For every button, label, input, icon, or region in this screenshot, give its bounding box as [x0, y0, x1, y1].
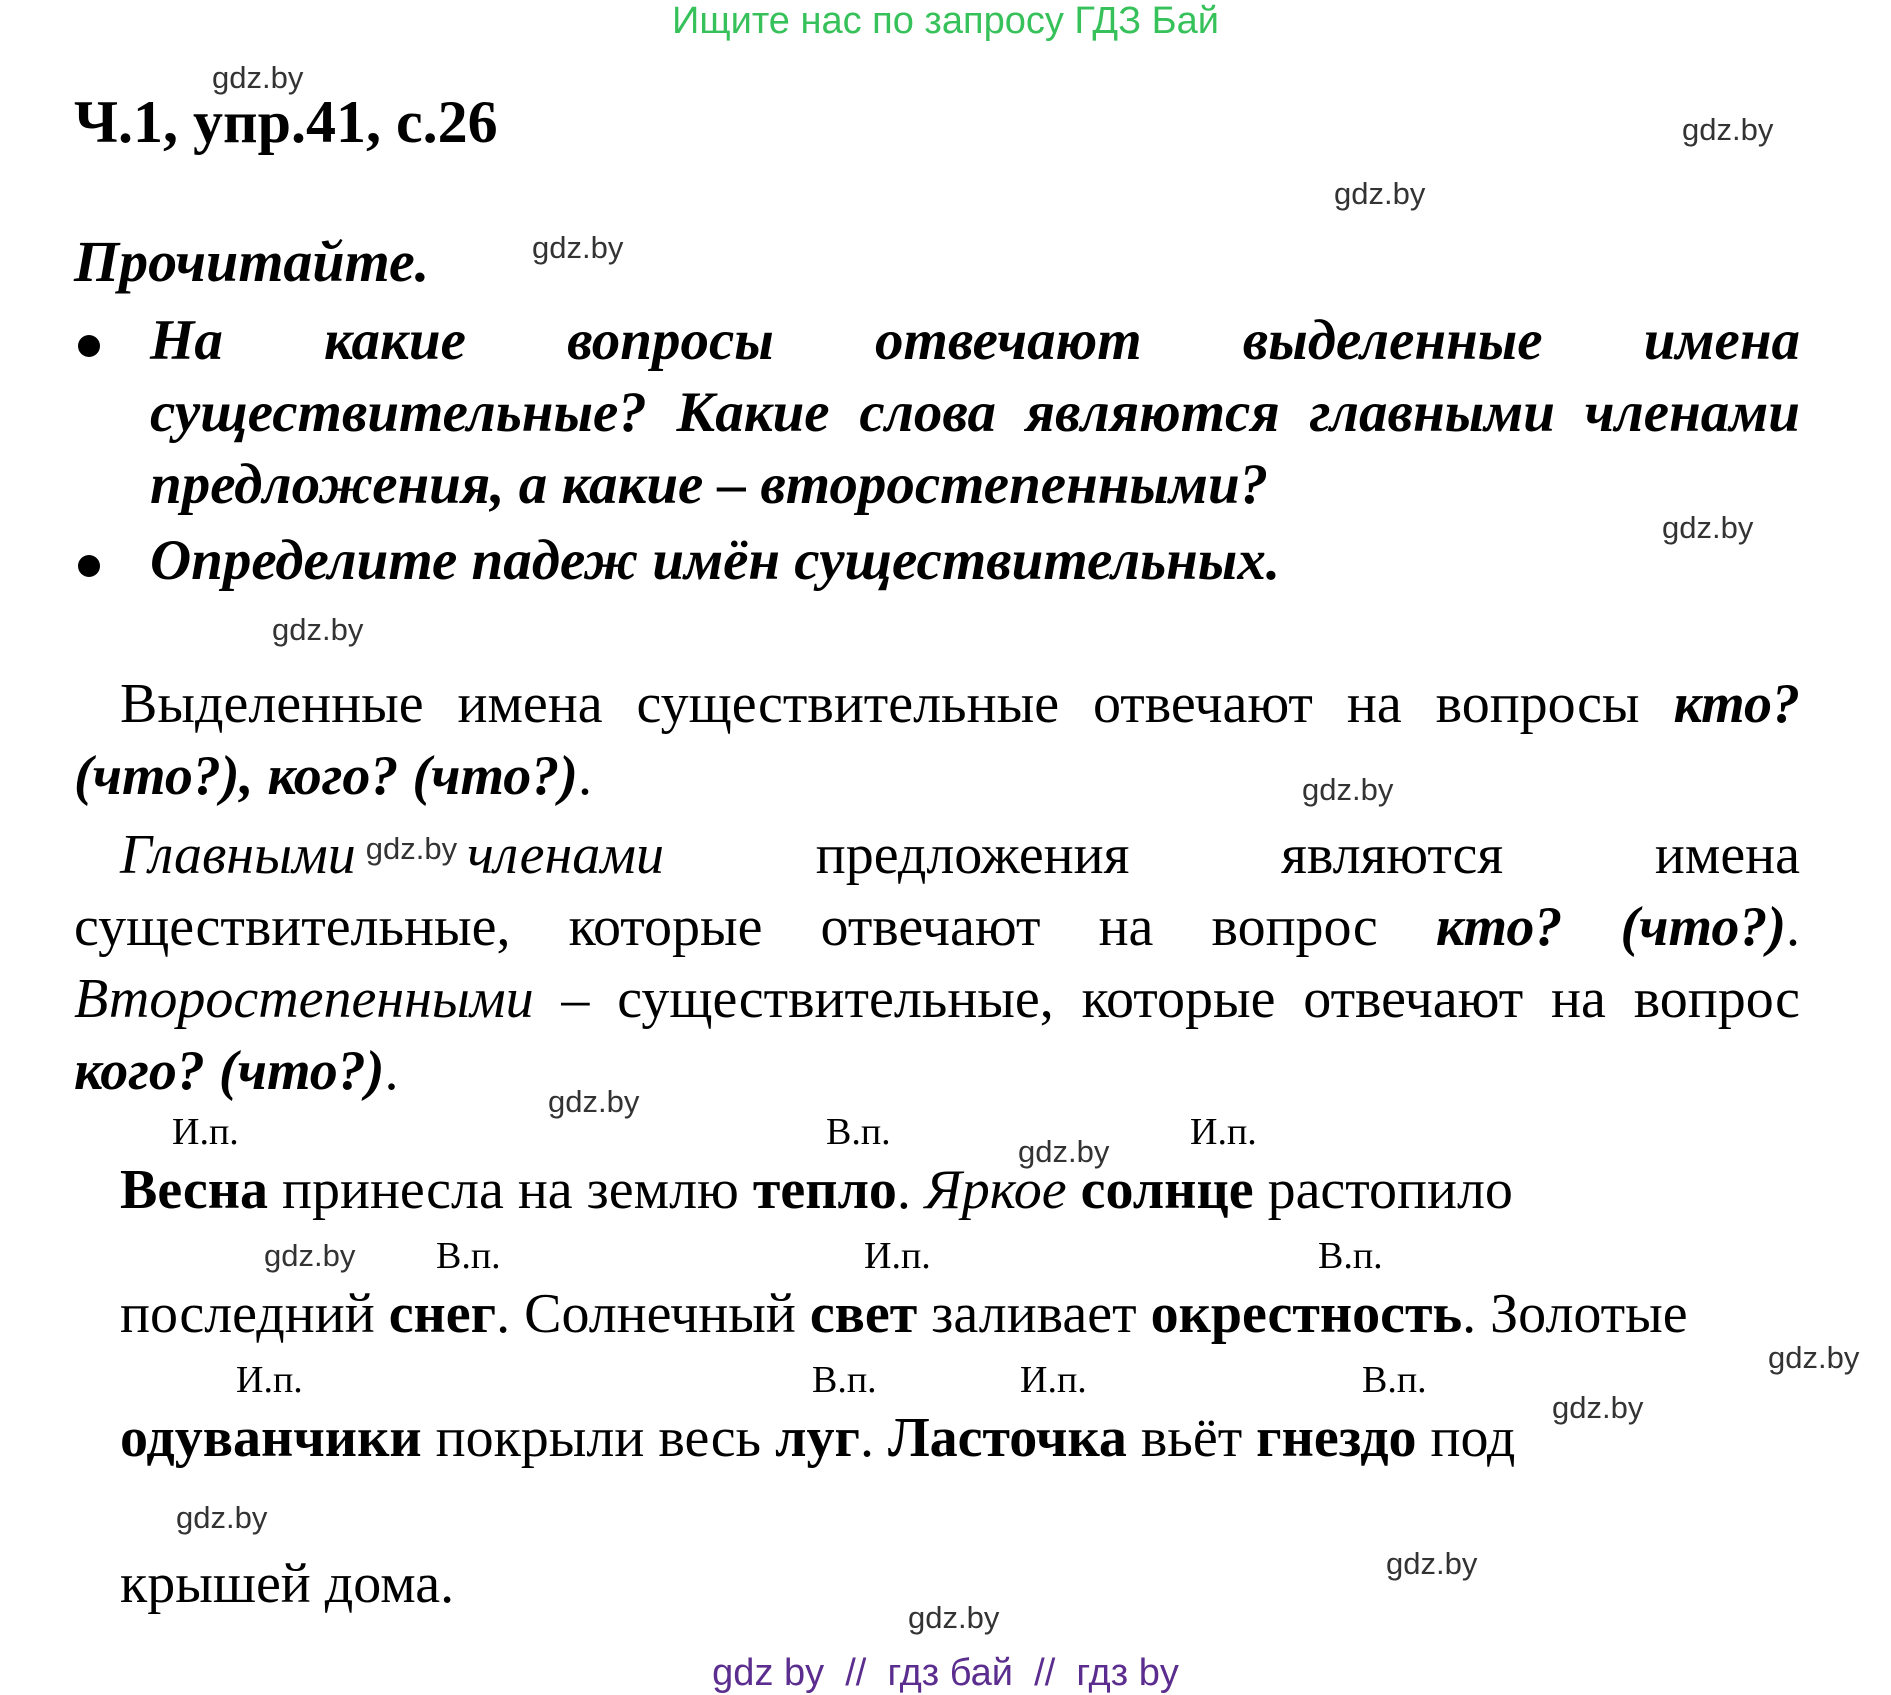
task-bullet	[74, 525, 1800, 597]
term-main: членами	[467, 824, 664, 886]
case-label: И.п.	[1190, 1111, 1257, 1153]
noun: луг	[775, 1407, 860, 1469]
watermark: gdz.by	[1302, 772, 1394, 807]
example-line	[120, 1552, 454, 1616]
bullet-dot-icon	[78, 555, 100, 577]
example-text: последний	[120, 1283, 389, 1345]
question-words: кто? (что?), кого? (что?)	[74, 673, 1800, 807]
watermark: gdz.by	[1552, 1390, 1644, 1425]
watermark: gdz.by	[1018, 1134, 1110, 1169]
answer-text: – существительные, которые отвечают на вопрос	[533, 968, 1800, 1030]
watermark: gdz.by	[212, 60, 304, 95]
answer-text: предложения являются имена существительные, которые отвечают на вопрос	[74, 824, 1800, 958]
watermark: gdz.by	[908, 1600, 1000, 1635]
example-line	[120, 1158, 1513, 1222]
bullet-text: Определите падеж имён существительных.	[150, 529, 1281, 592]
example-text: под	[1416, 1407, 1516, 1469]
noun: Весна	[120, 1159, 269, 1221]
noun: гнездо	[1256, 1407, 1417, 1469]
footer-links[interactable]: gdz by // гдз бай // гдз by	[712, 1652, 1179, 1694]
example-text: принесла на землю	[268, 1159, 753, 1221]
example-text: покрыли весь	[421, 1407, 776, 1469]
example-text: .	[896, 1159, 925, 1221]
case-label: И.п.	[1020, 1359, 1087, 1401]
page-title: Ч.1, упр.41, с.26	[74, 89, 498, 155]
answer-paragraph	[74, 668, 1800, 812]
watermark: gdz.by	[548, 1084, 640, 1119]
question-words: кто? (что?)	[1435, 896, 1786, 958]
watermark: gdz.by	[176, 1500, 268, 1535]
example-text: .	[859, 1407, 888, 1469]
case-label: И.п.	[236, 1359, 303, 1401]
example-line	[120, 1406, 1515, 1470]
example-text: заливает	[917, 1283, 1151, 1345]
case-label: В.п.	[1362, 1359, 1427, 1401]
answer-text: .	[577, 745, 592, 807]
answer-text: .	[384, 1040, 399, 1102]
case-label: В.п.	[826, 1111, 891, 1153]
noun: солнце	[1080, 1159, 1254, 1221]
term-secondary: Второстепенными	[74, 968, 534, 1030]
case-label: В.п.	[1318, 1235, 1383, 1277]
noun: Ласточка	[887, 1407, 1127, 1469]
answer-paragraph	[74, 813, 1800, 1107]
noun: окрестность	[1150, 1283, 1463, 1345]
top-banner[interactable]: Ищите нас по запросу ГДЗ Бай	[672, 0, 1219, 42]
watermark: gdz.by	[1662, 510, 1754, 545]
case-label: И.п.	[864, 1235, 931, 1277]
bullet-dot-icon	[78, 335, 100, 357]
watermark: gdz.by	[264, 1238, 356, 1273]
task-heading: Прочитайте.	[74, 229, 430, 294]
example-text: растопило	[1253, 1159, 1513, 1221]
answer-text: .	[1786, 896, 1800, 958]
watermark: gdz.by	[272, 612, 364, 647]
watermark: gdz.by	[1334, 176, 1426, 211]
noun: одуванчики	[120, 1407, 422, 1469]
case-label: В.п.	[812, 1359, 877, 1401]
noun: тепло	[752, 1159, 897, 1221]
example-line	[120, 1282, 1688, 1346]
answer-text: Выделенные имена существительные отвечают на вопросы	[120, 673, 1674, 735]
example-text: . Золотые	[1462, 1283, 1688, 1345]
watermark: gdz.by	[1768, 1340, 1860, 1375]
bullet-text: На какие вопросы отвечают выделенные имена существительные? Какие слова являются главными членами предложения, а какие – второстепенными?	[150, 309, 1800, 516]
noun: свет	[809, 1283, 918, 1345]
watermark: gdz.by	[1386, 1546, 1478, 1581]
watermark: gdz.by	[1682, 112, 1774, 147]
term-main: Главными	[120, 824, 356, 886]
case-label: И.п.	[172, 1111, 239, 1153]
watermark: gdz.by	[365, 831, 458, 866]
example-text: . Солнечный	[496, 1283, 810, 1345]
noun: снег	[388, 1283, 497, 1345]
example-text: крышей дома.	[120, 1553, 455, 1615]
watermark: gdz.by	[532, 230, 624, 265]
task-bullet	[74, 305, 1800, 525]
example-text: Яркое	[924, 1159, 1067, 1221]
case-label: В.п.	[436, 1235, 501, 1277]
example-text: вьёт	[1126, 1407, 1257, 1469]
question-words: кого? (что?)	[74, 1040, 385, 1102]
